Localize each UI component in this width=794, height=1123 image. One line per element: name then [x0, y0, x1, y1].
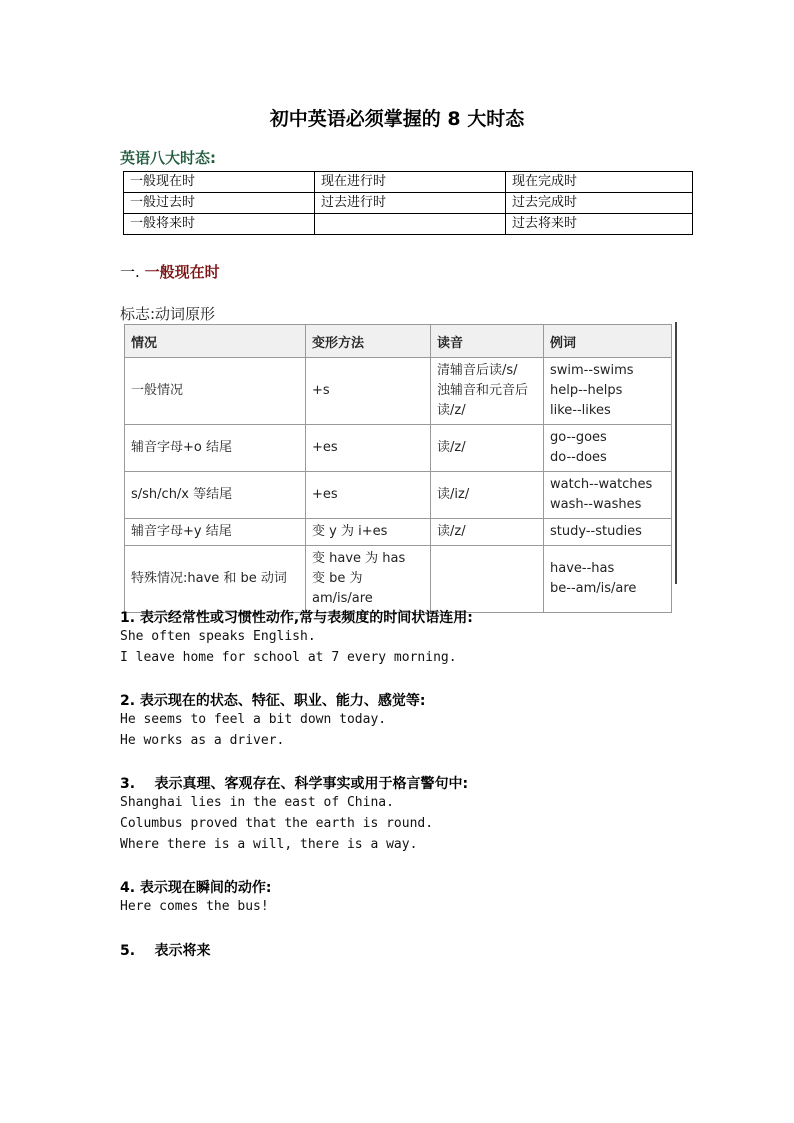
table-cell: 过去将来时	[506, 214, 693, 235]
table-cell: 一般将来时	[124, 214, 315, 235]
example-sentence: Shanghai lies in the east of China.	[120, 795, 394, 810]
table-cell: +s	[306, 358, 431, 425]
point-heading: 2. 表示现在的状态、特征、职业、能力、感觉等:	[120, 693, 426, 709]
table-cell: 变 y 为 i+es	[306, 519, 431, 546]
point-heading: 5. 表示将来	[120, 943, 211, 959]
table-cell: go--goes do--does	[544, 425, 672, 472]
table-cell: have--has be--am/is/are	[544, 546, 672, 613]
example-sentence: Columbus proved that the earth is round.	[120, 816, 434, 831]
point-heading: 3. 表示真理、客观存在、科学事实或用于格言警句中:	[120, 776, 469, 792]
table-cell: 一般情况	[125, 358, 306, 425]
table-cell: 读/z/	[431, 519, 544, 546]
table-cell: 读/z/	[431, 425, 544, 472]
table-cell	[431, 546, 544, 613]
table-row	[124, 214, 693, 235]
point-heading: 4. 表示现在瞬间的动作:	[120, 880, 272, 896]
table-cell: 一般过去时	[124, 193, 315, 214]
column-header: 情况	[125, 325, 306, 358]
rules-table	[124, 324, 672, 613]
example-sentence: She often speaks English.	[120, 629, 316, 644]
table-header-row	[125, 325, 672, 358]
table-cell: 清辅音后读/s/ 浊辅音和元音后读/z/	[431, 358, 544, 425]
table-cell: +es	[306, 425, 431, 472]
column-header: 读音	[431, 325, 544, 358]
section-number: 一.	[120, 263, 140, 281]
table-cell: 读/iz/	[431, 472, 544, 519]
example-sentence: I leave home for school at 7 every morning.	[120, 650, 457, 665]
table-cell: 变 have 为 has 变 be 为 am/is/are	[306, 546, 431, 613]
table-cell: 辅音字母+o 结尾	[125, 425, 306, 472]
section-title: 一般现在时	[144, 263, 220, 281]
example-sentence: Where there is a will, there is a way.	[120, 837, 418, 852]
section-heading	[120, 261, 220, 282]
page-title: 初中英语必须掌握的 8 大时态	[269, 108, 525, 130]
table-row	[125, 519, 672, 546]
table-cell	[315, 214, 506, 235]
vertical-rule	[675, 322, 677, 584]
table-cell: 过去完成时	[506, 193, 693, 214]
marker-label: 标志:动词原形	[120, 305, 216, 323]
table-cell: +es	[306, 472, 431, 519]
table-cell: study--studies	[544, 519, 672, 546]
table-row	[125, 358, 672, 425]
table-cell: swim--swims help--helps like--likes	[544, 358, 672, 425]
table-cell: 特殊情况:have 和 be 动词	[125, 546, 306, 613]
table-cell: 过去进行时	[315, 193, 506, 214]
column-header: 变形方法	[306, 325, 431, 358]
tenses-heading: 英语八大时态:	[120, 149, 216, 167]
example-sentence: Here comes the bus!	[120, 899, 269, 914]
example-sentence: He seems to feel a bit down today.	[120, 712, 387, 727]
table-cell: s/sh/ch/x 等结尾	[125, 472, 306, 519]
example-sentence: He works as a driver.	[120, 733, 285, 748]
tenses-table	[123, 171, 693, 235]
table-cell: 辅音字母+y 结尾	[125, 519, 306, 546]
table-row	[125, 425, 672, 472]
table-row	[124, 172, 693, 193]
column-header: 例词	[544, 325, 672, 358]
table-row	[125, 546, 672, 613]
table-row	[124, 193, 693, 214]
table-cell: 现在完成时	[506, 172, 693, 193]
table-cell: watch--watches wash--washes	[544, 472, 672, 519]
table-row	[125, 472, 672, 519]
point-heading: 1. 表示经常性或习惯性动作,常与表频度的时间状语连用:	[120, 610, 473, 626]
table-cell: 现在进行时	[315, 172, 506, 193]
table-cell: 一般现在时	[124, 172, 315, 193]
